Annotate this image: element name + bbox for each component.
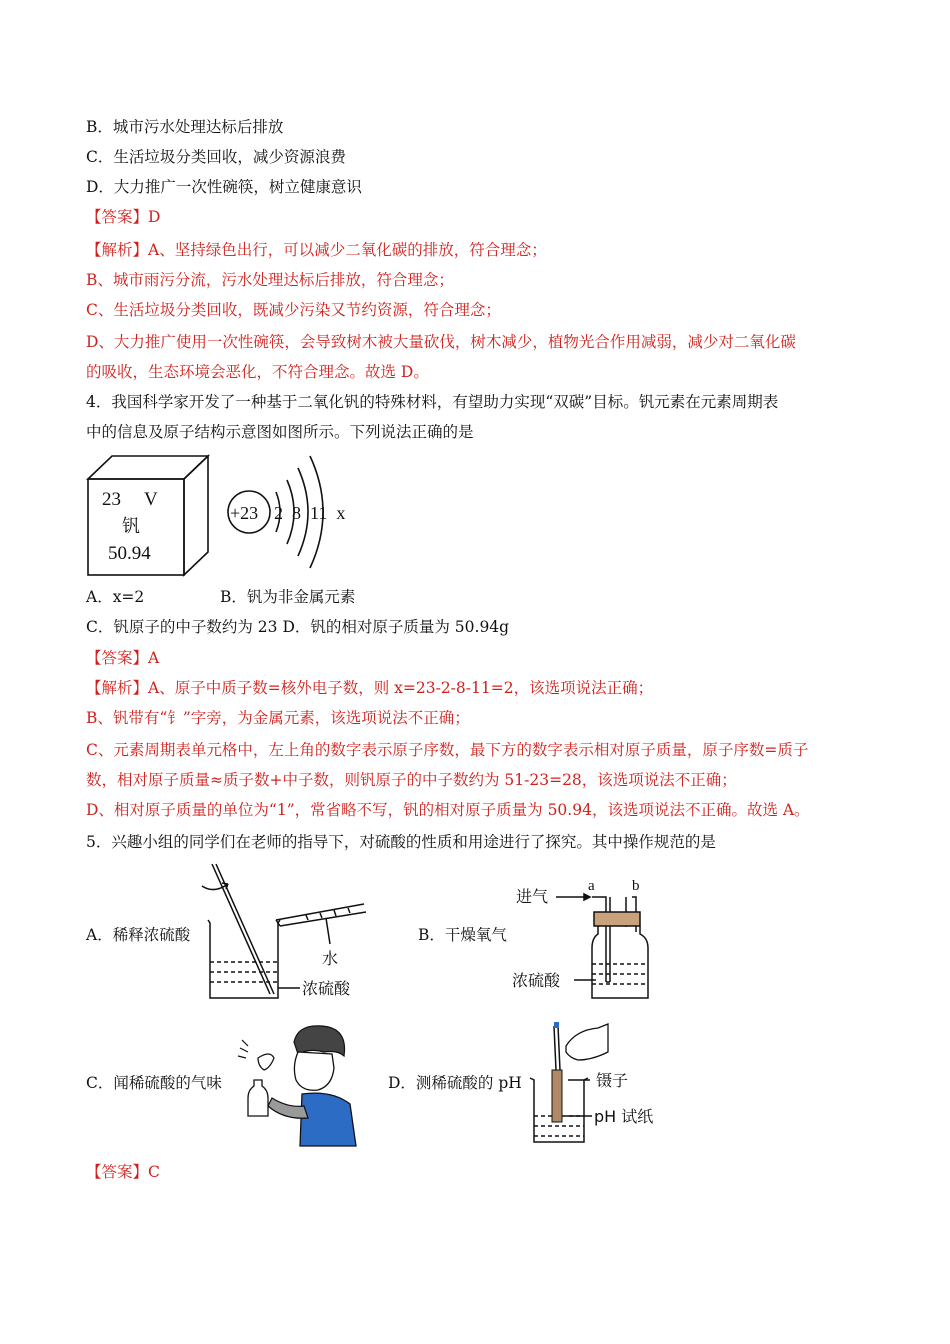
q4-analysis-2: B、钒带有“钅”字旁，为金属元素，该选项说法不正确； (86, 709, 470, 727)
q3-option-c: C．生活垃圾分类回收，减少资源浪费 (86, 148, 346, 166)
q3-option-d: D．大力推广一次性碗筷，树立健康意识 (86, 178, 362, 196)
q4-analysis-1 (86, 678, 653, 698)
analysis-tag: 【解析】 (86, 679, 149, 697)
q4-stem-1: 4．我国科学家开发了一种基于二氧化钒的特殊材料，有望助力实现“双碳”目标。钒元素在元素周期表 (86, 393, 779, 411)
q3-option-b: B．城市污水处理达标后排放 (86, 118, 284, 136)
acid-label: 浓硫酸 (302, 979, 351, 998)
answer-value: A (148, 649, 160, 667)
q5-option-d: D．测稀硫酸的 pH (388, 1074, 522, 1092)
q3-analysis-5: 的吸收，生态环境会恶化，不符合理念。故选 D。 (86, 363, 429, 381)
q5-figure-b (512, 872, 662, 1002)
answer-value: C (148, 1163, 160, 1181)
q4-answer (86, 648, 159, 668)
water-label: 水 (322, 949, 339, 968)
hand (566, 1024, 608, 1060)
answer-tag: 【答案】 (86, 208, 149, 226)
port-b-label: b (632, 878, 640, 894)
q4-analysis-4: 数，相对原子质量≈质子数+中子数，则钒原子的中子数约为 51-23=28，该选项说法不正确； (86, 771, 737, 789)
q5-option-a: A．稀释浓硫酸 (86, 926, 191, 944)
q4-analysis-5: D、相对原子质量的单位为“1”，常省略不写，钒的相对原子质量为 50.94，该选项说法不正确。故选 A。 (86, 801, 810, 819)
q4-option-a: A．x=2 (86, 588, 145, 606)
bottle (248, 1080, 268, 1116)
element-symbol: V (144, 489, 158, 510)
element-name: 钒 (122, 516, 140, 537)
acid-label: 浓硫酸 (512, 971, 561, 990)
tweezers-label: 镊子 (596, 1071, 629, 1090)
q5-figure-a (196, 860, 376, 1008)
analysis-tag: 【解析】 (86, 241, 149, 259)
answer-tag: 【答案】 (86, 649, 149, 667)
hair (294, 1026, 345, 1056)
face (294, 1052, 334, 1090)
answer-value: D (148, 208, 161, 226)
analysis-text: A、原子中质子数=核外电子数，则 x=23-2-8-11=2，该选项说法正确； (148, 679, 654, 697)
q5-figure-d (526, 1020, 666, 1148)
q3-analysis-1 (86, 240, 547, 260)
q4-option-b: B．钒为非金属元素 (220, 588, 356, 606)
q5-figure-c (232, 1020, 360, 1148)
q4-figure (84, 452, 364, 580)
q3-answer (86, 207, 160, 227)
atom-structure (228, 456, 345, 568)
q5-option-b: B．干燥氧气 (418, 926, 507, 944)
q4-analysis-3: C、元素周期表单元格中，左上角的数字表示原子序数，最下方的数字表示相对原子质量，原子序数=质子 (86, 741, 809, 759)
analysis-text: A、坚持绿色出行，可以减少二氧化碳的排放，符合理念； (148, 241, 547, 259)
waving-hand (258, 1054, 274, 1070)
answer-tag: 【答案】 (86, 1163, 149, 1181)
q5-option-c: C．闻稀硫酸的气味 (86, 1074, 222, 1092)
body (300, 1093, 356, 1146)
nucleus-charge: +23 (230, 503, 259, 523)
electron-numbers: 2 8 11 x (274, 503, 346, 523)
q5-stem: 5．兴趣小组的同学们在老师的指导下，对硫酸的性质和用途进行了探究。其中操作规范的是 (86, 833, 716, 851)
ph-paper-label: pH 试纸 (594, 1107, 654, 1126)
q5-answer (86, 1162, 160, 1182)
q3-analysis-3: C、生活垃圾分类回收，既减少污染又节约资源，符合理念； (86, 301, 501, 319)
ph-paper (552, 1070, 562, 1122)
gas-inlet-label: 进气 (516, 887, 549, 906)
q4-options-cd: C．钒原子的中子数约为 23 D．钒的相对原子质量为 50.94g (86, 618, 510, 636)
port-a-label: a (588, 878, 595, 894)
atomic-number: 23 (102, 489, 121, 510)
q3-analysis-4: D、大力推广使用一次性碗筷，会导致树木被大量砍伐，树木减少，植物光合作用减弱，减少对二氧化碳 (86, 333, 796, 351)
q3-analysis-2: B、城市雨污分流，污水处理达标后排放，符合理念； (86, 271, 454, 289)
q4-stem-2: 中的信息及原子结构示意图如图所示。下列说法正确的是 (86, 423, 474, 441)
atomic-mass: 50.94 (108, 543, 151, 564)
